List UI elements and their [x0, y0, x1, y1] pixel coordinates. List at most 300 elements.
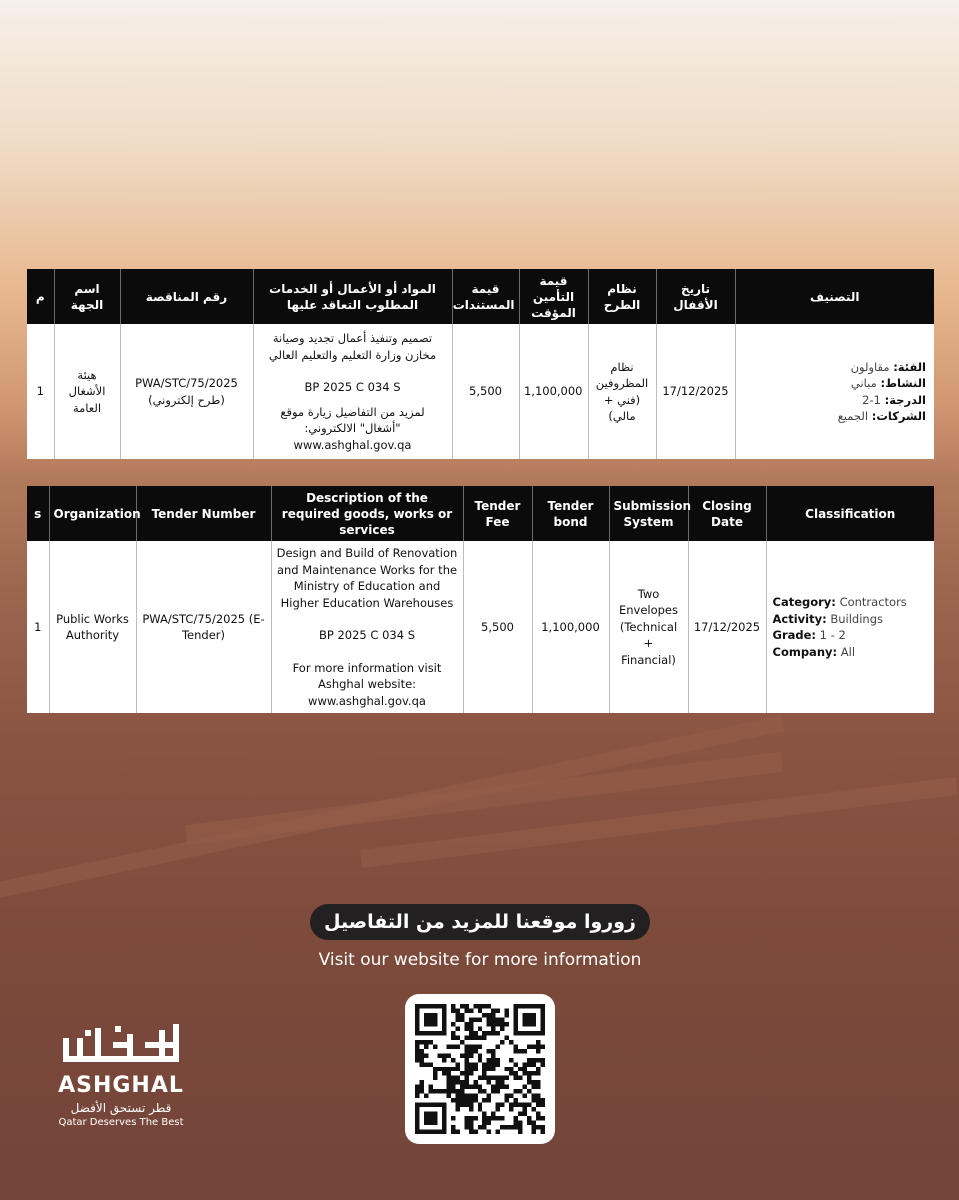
qr-module	[451, 1089, 455, 1093]
header-tender-bond: Tender bond	[532, 486, 609, 541]
qr-module	[487, 1116, 491, 1120]
qr-module	[419, 1053, 423, 1057]
qr-module	[464, 1053, 468, 1057]
header-tender-fee: Tender Fee	[463, 486, 532, 541]
qr-module	[473, 1085, 477, 1089]
category-label: الفئة:	[893, 359, 926, 374]
qr-module	[446, 1067, 450, 1071]
qr-module	[433, 1089, 437, 1093]
qr-module	[527, 1017, 531, 1021]
qr-module	[496, 1022, 500, 1026]
qr-module	[487, 1076, 491, 1080]
qr-module	[464, 1125, 468, 1129]
qr-module	[455, 1026, 459, 1030]
qr-module	[500, 1022, 504, 1026]
qr-module	[455, 1107, 459, 1111]
qr-module	[541, 1116, 545, 1120]
category-value: مقاولون	[850, 359, 890, 374]
qr-module	[482, 1098, 486, 1102]
qr-module	[487, 1017, 491, 1021]
header-organization: Organization	[49, 486, 136, 541]
qr-module	[455, 1098, 459, 1102]
table-header-row	[27, 269, 934, 324]
qr-module	[505, 1013, 509, 1017]
qr-module	[442, 1031, 446, 1035]
qr-module	[509, 1107, 513, 1111]
qr-module	[433, 1103, 437, 1107]
qr-module	[460, 1017, 464, 1021]
cell-tender-bond: 1,100,000	[519, 324, 588, 459]
qr-module	[509, 1103, 513, 1107]
tender-table-english	[27, 486, 934, 713]
qr-module	[536, 1085, 540, 1089]
qr-module	[496, 1062, 500, 1066]
decorative-stripe	[185, 752, 783, 845]
qr-module	[415, 1049, 419, 1053]
qr-module	[518, 1130, 522, 1134]
qr-module	[464, 1035, 468, 1039]
qr-module	[527, 1076, 531, 1080]
qr-module	[469, 1022, 473, 1026]
qr-module	[460, 1089, 464, 1093]
table-row	[27, 324, 934, 459]
qr-module	[478, 1053, 482, 1057]
qr-module	[419, 1040, 423, 1044]
cell-tender-number: PWA/STC/75/2025 (E-Tender)	[136, 541, 271, 713]
qr-module	[464, 1049, 468, 1053]
qr-module	[482, 1125, 486, 1129]
qr-module	[460, 1103, 464, 1107]
tender-table-arabic	[27, 269, 934, 459]
qr-module	[505, 1125, 509, 1129]
qr-module	[532, 1004, 536, 1008]
description-text: تصميم وتنفيذ أعمال تجديد وصيانة مخازن وزارة التعليم والتعليم العالي	[268, 331, 437, 362]
qr-module	[487, 1049, 491, 1053]
qr-module	[518, 1076, 522, 1080]
qr-module	[469, 1071, 473, 1075]
qr-module	[527, 1022, 531, 1026]
cell-submission-system: Two Envelopes (Technical + Financial)	[609, 541, 688, 713]
qr-module	[455, 1017, 459, 1021]
qr-module	[419, 1080, 423, 1084]
header-organization: اسم الجهة	[54, 269, 120, 324]
qr-module	[446, 1071, 450, 1075]
qr-module	[428, 1130, 432, 1134]
qr-module	[518, 1067, 522, 1071]
qr-module	[518, 1089, 522, 1093]
header-closing-date: تاريخ الأقفال	[656, 269, 735, 324]
qr-module	[482, 1004, 486, 1008]
qr-module	[446, 1085, 450, 1089]
qr-module	[491, 1085, 495, 1089]
qr-module	[505, 1085, 509, 1089]
qr-module	[460, 1053, 464, 1057]
qr-module	[536, 1031, 540, 1035]
qr-module	[496, 1031, 500, 1035]
cell-index: 1	[36, 384, 44, 399]
qr-module	[415, 1031, 419, 1035]
qr-module	[478, 1035, 482, 1039]
qr-module	[473, 1062, 477, 1066]
qr-module	[433, 1031, 437, 1035]
qr-module	[500, 1080, 504, 1084]
qr-module	[469, 1121, 473, 1125]
company-value: الجميع	[837, 409, 869, 423]
qr-module	[527, 1080, 531, 1084]
qr-module	[464, 1085, 468, 1089]
qr-module	[487, 1062, 491, 1066]
qr-module	[523, 1062, 527, 1066]
qr-module	[415, 1026, 419, 1030]
qr-module	[527, 1103, 531, 1107]
qr-module	[442, 1116, 446, 1120]
qr-module	[500, 1103, 504, 1107]
table-row	[27, 541, 934, 713]
qr-module	[433, 1130, 437, 1134]
qr-module	[473, 1044, 477, 1048]
qr-module	[419, 1089, 423, 1093]
qr-module	[460, 1040, 464, 1044]
qr-module	[532, 1098, 536, 1102]
qr-module	[523, 1085, 527, 1089]
qr-module	[419, 1130, 423, 1134]
qr-module	[469, 1053, 473, 1057]
qr-code-icon[interactable]	[415, 1004, 545, 1134]
qr-module	[491, 1062, 495, 1066]
qr-module	[532, 1125, 536, 1129]
qr-code-card[interactable]	[405, 994, 555, 1144]
qr-module	[415, 1121, 419, 1125]
qr-module	[424, 1040, 428, 1044]
cell-organization: هيئة الأشغال العامة	[54, 324, 120, 459]
qr-module	[455, 1067, 459, 1071]
qr-module	[464, 1058, 468, 1062]
qr-module	[491, 1089, 495, 1093]
qr-module	[482, 1116, 486, 1120]
qr-module	[487, 1031, 491, 1035]
qr-module	[478, 1085, 482, 1089]
header-tender-fee: قيمة المستندات	[452, 269, 519, 324]
qr-module	[514, 1089, 518, 1093]
qr-module	[473, 1116, 477, 1120]
visit-website-text-english: Visit our website for more information	[318, 950, 642, 970]
qr-module	[496, 1085, 500, 1089]
qr-module	[478, 1076, 482, 1080]
qr-module	[433, 1004, 437, 1008]
qr-module	[469, 1125, 473, 1129]
qr-module	[536, 1067, 540, 1071]
logo-tagline-arabic: قطر تستحق الأفضل	[70, 1101, 172, 1115]
qr-module	[514, 1071, 518, 1075]
qr-module	[532, 1022, 536, 1026]
qr-module	[442, 1022, 446, 1026]
qr-module	[523, 1112, 527, 1116]
qr-module	[500, 1040, 504, 1044]
more-info-text: For more information visit Ashghal website:	[292, 660, 442, 691]
qr-module	[505, 1067, 509, 1071]
ashghal-logo-icon	[55, 1020, 187, 1096]
description-text: Design and Build of Renovation and Maintenance Works for the Ministry of Education and Higher Education Warehouses	[276, 546, 458, 610]
qr-module	[523, 1049, 527, 1053]
qr-module	[433, 1067, 437, 1071]
qr-module	[487, 1004, 491, 1008]
qr-module	[487, 1022, 491, 1026]
qr-module	[527, 1044, 531, 1048]
qr-module	[451, 1076, 455, 1080]
qr-module	[442, 1071, 446, 1075]
qr-module	[464, 1062, 468, 1066]
cell-tender-bond: 1,100,000	[532, 541, 609, 713]
qr-module	[487, 1058, 491, 1062]
qr-module	[505, 1022, 509, 1026]
qr-module	[514, 1103, 518, 1107]
qr-module	[442, 1121, 446, 1125]
qr-module	[473, 1098, 477, 1102]
qr-module	[473, 1067, 477, 1071]
qr-module	[509, 1067, 513, 1071]
qr-module	[541, 1022, 545, 1026]
qr-module	[433, 1017, 437, 1021]
qr-module	[415, 1116, 419, 1120]
qr-module	[415, 1004, 419, 1008]
cell-closing-date: 17/12/2025	[688, 541, 766, 713]
qr-module	[514, 1004, 518, 1008]
qr-module	[442, 1017, 446, 1021]
qr-module	[478, 1044, 482, 1048]
qr-module	[505, 1098, 509, 1102]
qr-module	[433, 1121, 437, 1125]
qr-module	[424, 1022, 428, 1026]
qr-module	[469, 1067, 473, 1071]
qr-module	[541, 1103, 545, 1107]
qr-module	[464, 1076, 468, 1080]
qr-module	[455, 1103, 459, 1107]
cell-tender-number: PWA/STC/75/2025 (طرح إلكتروني)	[120, 324, 253, 459]
qr-module	[442, 1112, 446, 1116]
qr-module	[415, 1130, 419, 1134]
header-index: م	[27, 269, 54, 324]
header-tender-number: Tender Number	[136, 486, 271, 541]
qr-module	[446, 1094, 450, 1098]
qr-module	[491, 1058, 495, 1062]
qr-module	[536, 1044, 540, 1048]
qr-module	[514, 1026, 518, 1030]
qr-module	[469, 1026, 473, 1030]
qr-module	[523, 1107, 527, 1111]
qr-module	[478, 1089, 482, 1093]
qr-module	[433, 1044, 437, 1048]
qr-module	[442, 1089, 446, 1093]
qr-module	[496, 1130, 500, 1134]
qr-module	[469, 1103, 473, 1107]
qr-module	[482, 1112, 486, 1116]
qr-module	[514, 1062, 518, 1066]
header-description: المواد أو الأعمال أو الخدمات المطلوب التعاقد عليها	[253, 269, 452, 324]
qr-module	[460, 1098, 464, 1102]
qr-module	[433, 1013, 437, 1017]
qr-module	[518, 1049, 522, 1053]
qr-module	[460, 1085, 464, 1089]
activity-value: مباني	[850, 376, 877, 390]
qr-module	[473, 1004, 477, 1008]
qr-module	[482, 1076, 486, 1080]
qr-module	[442, 1053, 446, 1057]
qr-module	[428, 1022, 432, 1026]
qr-module	[469, 1107, 473, 1111]
qr-module	[455, 1035, 459, 1039]
qr-module	[541, 1098, 545, 1102]
qr-module	[536, 1080, 540, 1084]
qr-module	[464, 1067, 468, 1071]
qr-module	[469, 1094, 473, 1098]
qr-module	[523, 1004, 527, 1008]
qr-module	[451, 1125, 455, 1129]
qr-module	[478, 1103, 482, 1107]
qr-module	[532, 1071, 536, 1075]
qr-module	[469, 1085, 473, 1089]
qr-module	[464, 1004, 468, 1008]
qr-module	[482, 1121, 486, 1125]
qr-module	[487, 1067, 491, 1071]
qr-module	[469, 1044, 473, 1048]
qr-module	[491, 1049, 495, 1053]
qr-module	[487, 1121, 491, 1125]
qr-module	[518, 1125, 522, 1129]
logo-wordmark: ASHGHAL	[58, 1073, 184, 1096]
visit-website-banner-arabic[interactable]: زوروا موقعنا للمزيد من التفاصيل	[310, 904, 650, 940]
qr-module	[532, 1031, 536, 1035]
qr-module	[491, 1112, 495, 1116]
qr-module	[428, 1116, 432, 1120]
grade-label: الدرجة:	[884, 392, 926, 407]
qr-module	[428, 1112, 432, 1116]
qr-module	[428, 1013, 432, 1017]
qr-module	[491, 1076, 495, 1080]
qr-module	[509, 1058, 513, 1062]
website-link[interactable]: www.ashghal.gov.qa	[293, 437, 412, 452]
activity-label: النشاط:	[880, 376, 926, 390]
qr-module	[496, 1103, 500, 1107]
qr-module	[451, 1004, 455, 1008]
qr-module	[424, 1053, 428, 1057]
qr-module	[437, 1067, 441, 1071]
website-link[interactable]: www.ashghal.gov.qa	[308, 693, 426, 708]
qr-module	[415, 1107, 419, 1111]
qr-module	[527, 1116, 531, 1120]
qr-module	[527, 1062, 531, 1066]
qr-module	[433, 1116, 437, 1120]
qr-module	[446, 1089, 450, 1093]
qr-module	[536, 1040, 540, 1044]
qr-module	[473, 1049, 477, 1053]
header-classification: التصنيف	[735, 269, 934, 324]
qr-module	[523, 1071, 527, 1075]
qr-module	[496, 1089, 500, 1093]
qr-module	[536, 1004, 540, 1008]
qr-module	[478, 1004, 482, 1008]
qr-module	[478, 1125, 482, 1129]
qr-module	[469, 1049, 473, 1053]
qr-module	[415, 1044, 419, 1048]
qr-module	[419, 1085, 423, 1089]
qr-module	[415, 1085, 419, 1089]
qr-module	[424, 1013, 428, 1017]
qr-module	[505, 1076, 509, 1080]
qr-module	[536, 1103, 540, 1107]
qr-module	[473, 1094, 477, 1098]
qr-module	[482, 1071, 486, 1075]
qr-module	[451, 1044, 455, 1048]
qr-module	[496, 1107, 500, 1111]
qr-module	[496, 1044, 500, 1048]
qr-module	[532, 1080, 536, 1084]
qr-module	[419, 1103, 423, 1107]
qr-module	[460, 1004, 464, 1008]
qr-module	[415, 1089, 419, 1093]
qr-module	[514, 1125, 518, 1129]
qr-module	[415, 1022, 419, 1026]
qr-module	[523, 1103, 527, 1107]
qr-module	[433, 1112, 437, 1116]
qr-module	[451, 1008, 455, 1012]
qr-module	[451, 1022, 455, 1026]
qr-module	[505, 1008, 509, 1012]
qr-module	[455, 1080, 459, 1084]
activity-label: Activity:	[772, 611, 827, 626]
qr-module	[460, 1080, 464, 1084]
qr-module	[523, 1017, 527, 1021]
company-label: الشركات:	[871, 409, 926, 423]
qr-module	[527, 1071, 531, 1075]
qr-module	[424, 1103, 428, 1107]
qr-module	[424, 1116, 428, 1120]
qr-module	[424, 1121, 428, 1125]
qr-module	[505, 1035, 509, 1039]
qr-module	[437, 1130, 441, 1134]
qr-module	[424, 1044, 428, 1048]
qr-module	[464, 1121, 468, 1125]
qr-module	[415, 1008, 419, 1012]
qr-module	[424, 1031, 428, 1035]
header-tender-number: رقم المناقصة	[120, 269, 253, 324]
qr-module	[514, 1044, 518, 1048]
qr-module	[455, 1076, 459, 1080]
qr-module	[464, 1071, 468, 1075]
header-classification: Classification	[766, 486, 934, 541]
qr-module	[473, 1035, 477, 1039]
qr-module	[437, 1053, 441, 1057]
qr-module	[491, 1067, 495, 1071]
qr-module	[536, 1125, 540, 1129]
qr-module	[428, 1062, 432, 1066]
qr-module	[527, 1013, 531, 1017]
qr-module	[473, 1031, 477, 1035]
qr-module	[455, 1130, 459, 1134]
qr-module	[478, 1017, 482, 1021]
qr-module	[424, 1112, 428, 1116]
qr-module	[428, 1031, 432, 1035]
qr-module	[518, 1004, 522, 1008]
qr-module	[442, 1013, 446, 1017]
table-header-row	[27, 486, 934, 541]
qr-module	[424, 1004, 428, 1008]
qr-module	[514, 1076, 518, 1080]
qr-module	[527, 1004, 531, 1008]
qr-module	[428, 1040, 432, 1044]
qr-module	[464, 1026, 468, 1030]
qr-module	[464, 1080, 468, 1084]
qr-module	[482, 1089, 486, 1093]
